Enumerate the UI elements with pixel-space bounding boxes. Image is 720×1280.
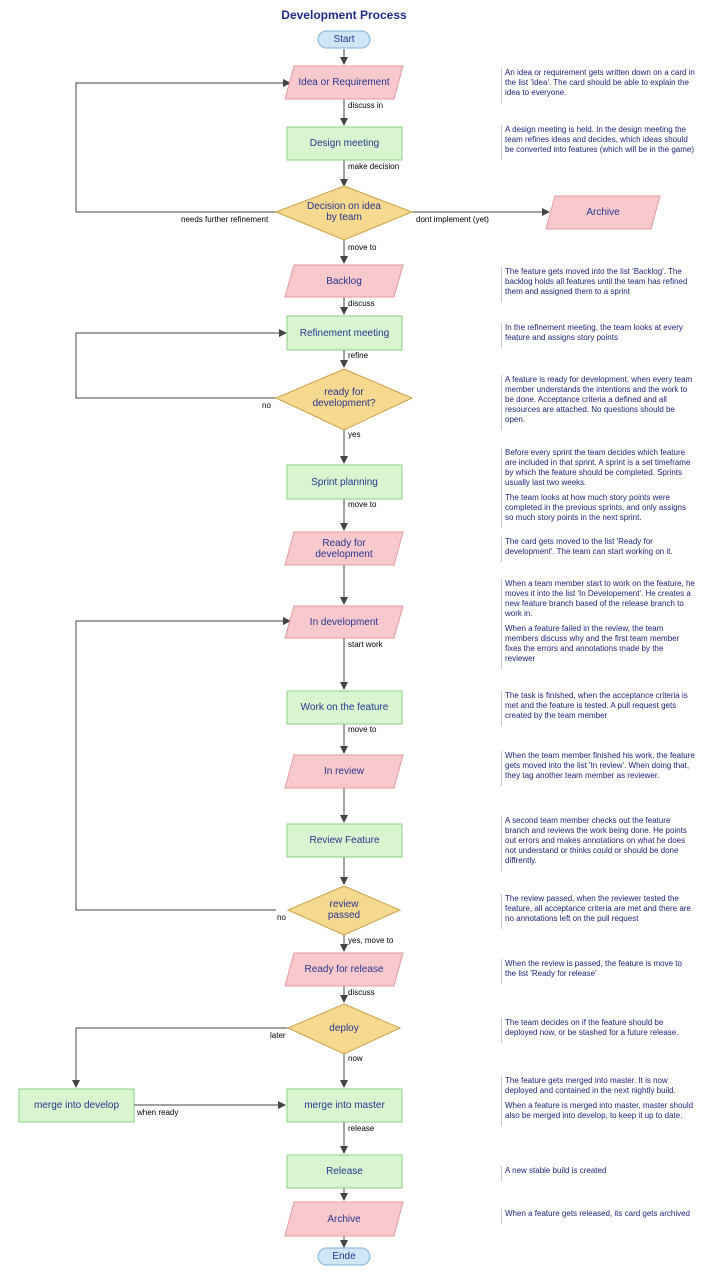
edge-label-discuss-deploy: discuss [348, 988, 375, 997]
connector-lines [76, 49, 549, 1247]
ready-for-release-node: Ready for release [304, 964, 384, 975]
note-deploy: The team decides on if the feature should be deployed now, or be stashed for a future release. [501, 1018, 695, 1043]
end-terminal-shape [318, 1248, 370, 1265]
merge-into-develop-shape [19, 1089, 134, 1122]
note-review-feature: A second team member checks out the feature branch and reviews the work being done. He points out errors and makes annotations on what he does not understand or thinks could or should be done diffrently. [501, 816, 695, 871]
edge-label-move-to-ready: move to [348, 500, 377, 509]
merge-into-master-shape [287, 1089, 402, 1122]
edge-label-needs-refinement: needs further refinement [181, 215, 269, 224]
review-passed-decision-shape [288, 886, 400, 935]
diagram-title: Development Process [281, 8, 407, 22]
work-on-feature-node: Work on the feature [300, 702, 389, 713]
sprint-planning-shape [287, 465, 402, 499]
end-terminal: Ende [332, 1251, 356, 1262]
design-meeting-shape [287, 127, 402, 160]
edge-label-later: later [270, 1031, 286, 1040]
sprint-planning-node: Sprint planning [311, 476, 378, 488]
ready-for-development-node: Ready for development [315, 537, 373, 560]
decision-node: Decision on idea by team [307, 201, 381, 223]
note-ready-for-release: When the review is passed, the feature is move to the list 'Ready for release' [501, 959, 695, 984]
edge-label-when-ready: when ready [137, 1108, 179, 1117]
backlog-node: Backlog [326, 275, 362, 287]
idea-shape [285, 66, 403, 99]
merge-into-develop-node: merge into develop [33, 1100, 120, 1111]
refinement-meeting-shape [287, 316, 402, 350]
backlog-shape [285, 265, 403, 297]
release-node: Release [326, 1166, 363, 1177]
note-merge-into-master: The feature gets merged into master. It is now deployed and contained in the next nightly build. When a feature is merged into master, master should also be merged into develop, to keep it up to date. [501, 1076, 695, 1126]
start-terminal-shape [318, 31, 370, 48]
edge-label-dont-implement: dont implement (yet) [416, 215, 489, 224]
note-sprint-planning: Before every sprint the team decides which feature are included in that sprint. A sprint is a set timeframe by which the feature should be completed. Sprints usually last two weeks. The team looks at how much story points were completed in the previous sprints, and only assigns so much story points in the next sprint. [501, 448, 695, 528]
note-release: A new stable build is created [501, 1166, 695, 1181]
review-feature-shape [287, 824, 402, 857]
review-passed-decision: review passed [327, 899, 361, 921]
edge-label-release: release [348, 1124, 375, 1133]
idea-or-requirement-node: Idea or Requirement [298, 77, 390, 88]
edge-label-now: now [348, 1054, 363, 1063]
note-idea: An idea or requirement gets written down on a card in the list 'Idea'. The card should be able to explain the idea to everyone. [501, 68, 695, 103]
archive-top-node: Archive [586, 207, 620, 218]
ready-for-development-decision-shape [276, 369, 412, 430]
in-development-shape [285, 606, 403, 638]
note-in-development: When a team member start to work on the feature, he moves it into the list 'In Developement'. He creates a new feature branch based of the release branch to work in. When a feature failed in the review, the team members discuss why and the first team member fixes the errors and annotations made by the reviewer [501, 579, 695, 669]
ready-for-release-shape [285, 953, 403, 986]
deploy-decision: deploy [329, 1022, 359, 1034]
work-on-feature-shape [287, 691, 402, 724]
note-review-passed: The review passed, when the reviewer tested the feature, all acceptance criteria are met and there are no annotations left on the pull request [501, 894, 695, 929]
note-ready-question: A feature is ready for development, when every team member understands the intentions and the work to be done. Acceptance criteria a defined and all resources are attached. No questions should be open. [501, 375, 695, 430]
decision-shape [276, 186, 412, 240]
archive-bottom-shape [285, 1202, 403, 1236]
edge-label-discuss-refinement: discuss [348, 299, 375, 308]
note-ready-for-development: The card gets moved to the list 'Ready for development'. The team can start working on it. [501, 537, 695, 562]
edge-label-no-ready: no [262, 401, 271, 410]
edge-label-no-review: no [277, 913, 286, 922]
note-archive: When a feature gets released, its card gets archived [501, 1209, 695, 1224]
refinement-meeting-node: Refinement meeting [299, 327, 390, 339]
edge-label-start-work: start work [348, 640, 383, 649]
note-backlog: The feature gets moved into the list 'Backlog'. The backlog holds all features until the team has refined them and assigned them to a sprint [501, 267, 695, 302]
edge-label-move-to-review: move to [348, 725, 377, 734]
in-development-node: In development [309, 616, 379, 628]
edge-label-discuss-in: discuss in [348, 101, 384, 110]
design-meeting-node: Design meeting [309, 138, 380, 149]
review-feature-node: Review Feature [309, 835, 380, 846]
release-shape [287, 1155, 402, 1188]
merge-into-master-node: merge into master [304, 1100, 385, 1111]
deploy-decision-shape [288, 1004, 400, 1054]
edge-label-yes: yes [348, 430, 361, 439]
archive-top-shape [546, 196, 660, 229]
archive-bottom-node: Archive [327, 1213, 361, 1225]
in-review-node: In review [323, 766, 364, 777]
start-terminal: Start [333, 34, 355, 45]
in-review-shape [285, 755, 403, 788]
note-refinement: In the refinement meeting, the team looks at every feature and assigns story points [501, 323, 695, 348]
edge-label-make-decision: make decision [348, 162, 400, 171]
note-design-meeting: A design meeting is held. In the design meeting the team refines ideas and decides, which ideas should be converted into features (which will be in the game) [501, 125, 695, 160]
edge-label-yes-move-to: yes, move to [348, 936, 394, 945]
note-in-review: When the team member finished his work, the feature gets moved into the list 'In review'. When doing that, they tag another team member as reviewer. [501, 751, 695, 786]
ready-for-development-decision: ready for development? [312, 387, 376, 409]
edge-label-refine: refine [348, 351, 369, 360]
note-work-on-feature: The task is finished, when the acceptance criteria is met and the feature is tested. A pull request gets created by the team member [501, 691, 695, 726]
ready-for-development-shape [285, 532, 403, 565]
edge-label-move-to-backlog: move to [348, 243, 377, 252]
